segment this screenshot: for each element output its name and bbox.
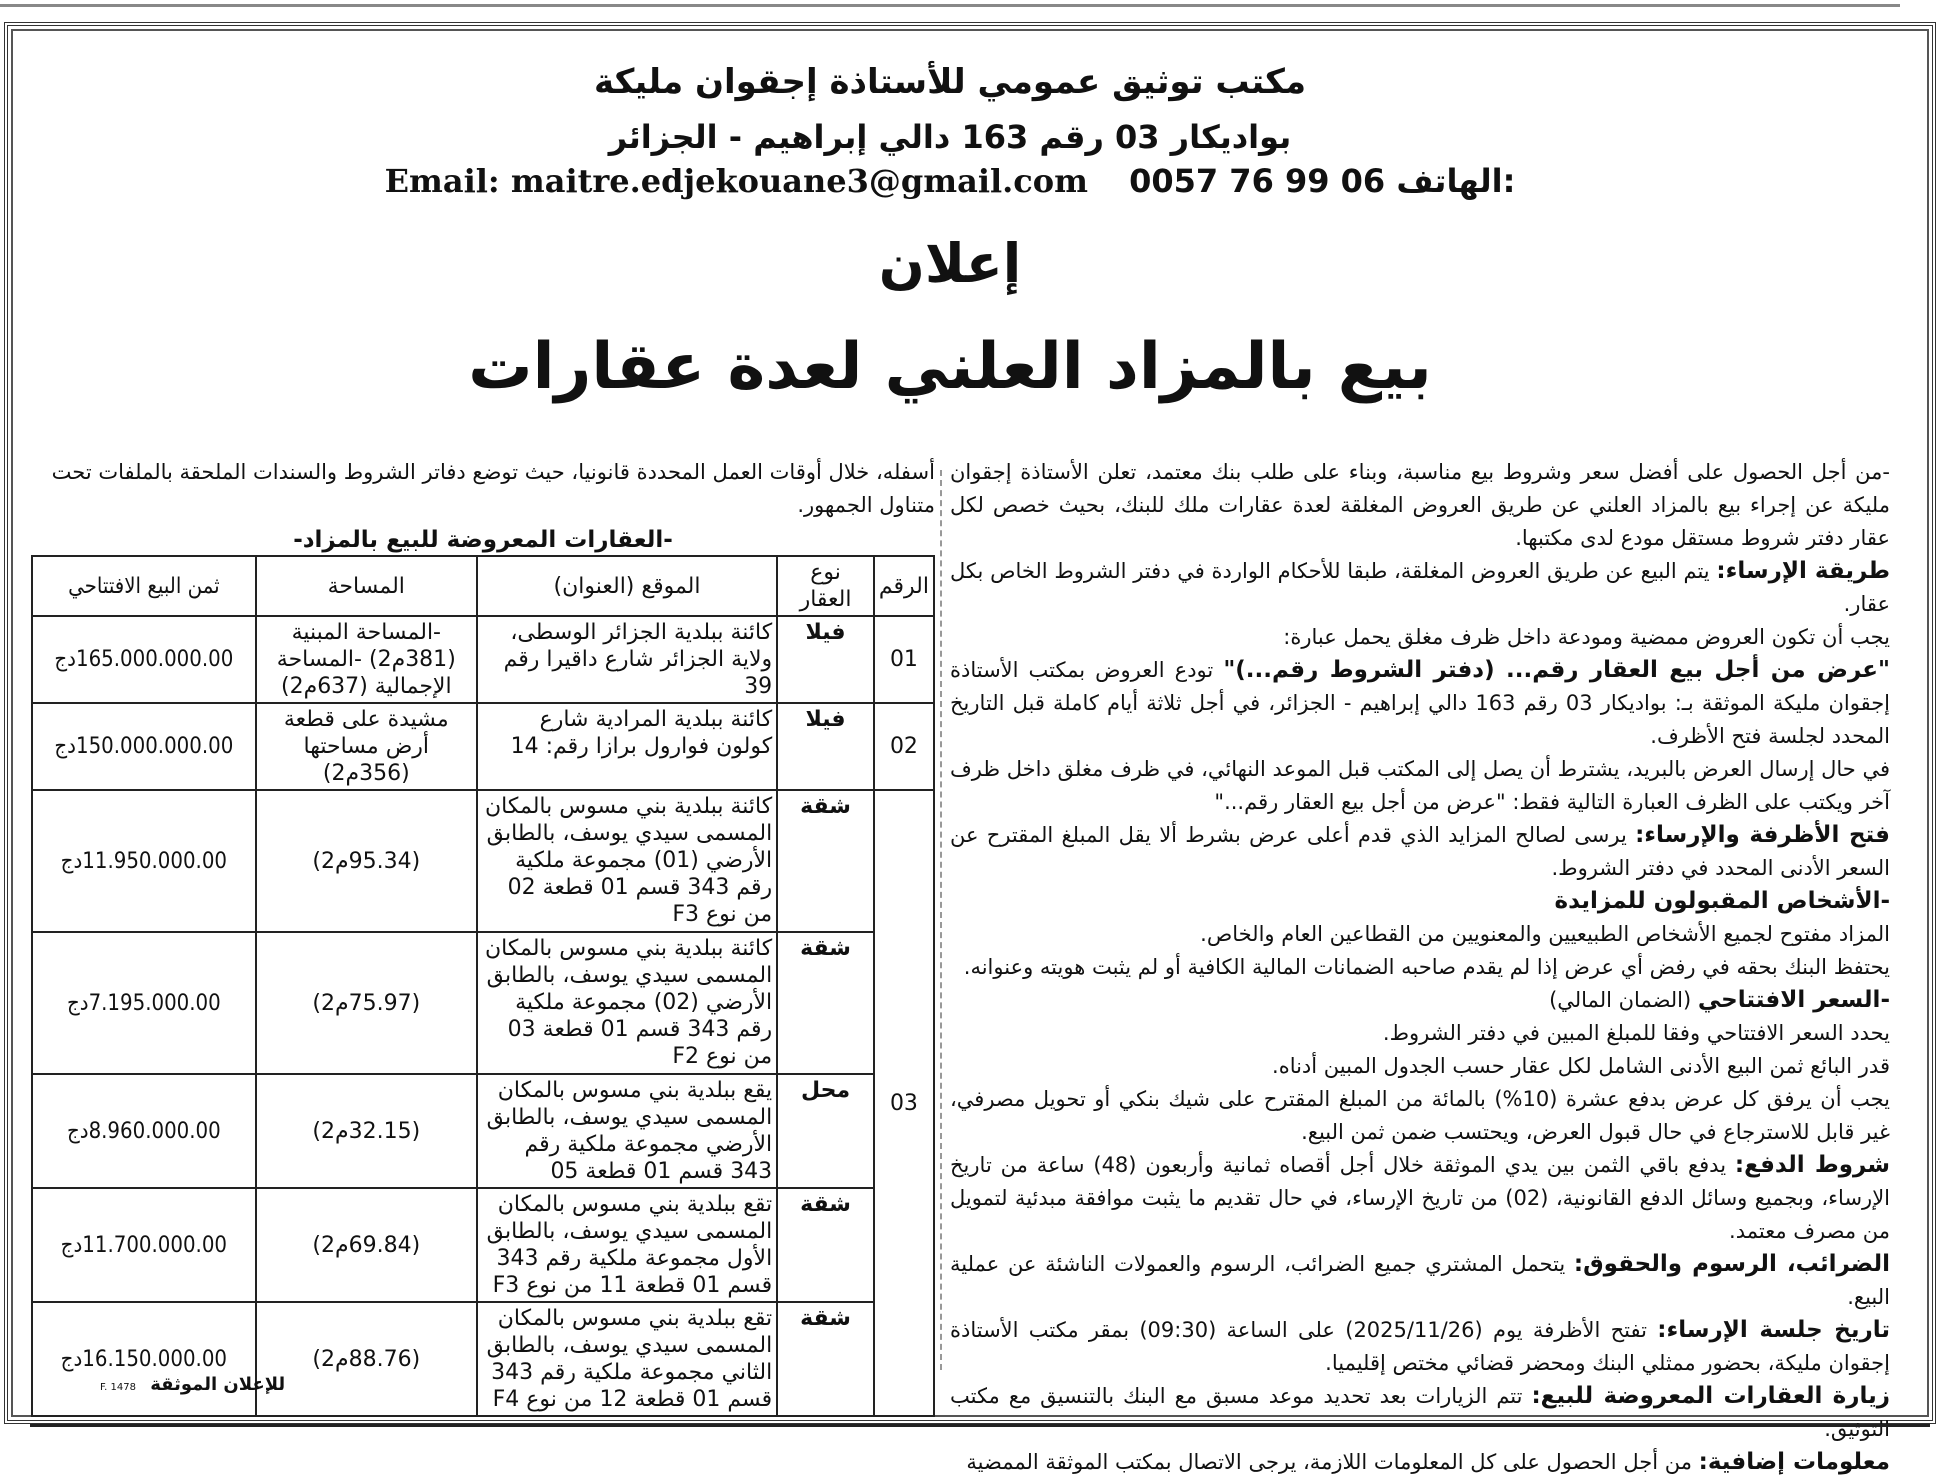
cell-area: (95.34م2)	[256, 790, 477, 932]
cell-price: 11.700.000.00دج	[32, 1188, 256, 1302]
body-paragraph	[950, 984, 1890, 1017]
body-paragraph	[950, 1017, 1890, 1050]
office-name: مكتب توثيق عمومي للأستاذة إجقوان مليكة	[593, 62, 1307, 102]
paragraph-lead: -الأشخاص المقبولون للمزايدة	[1554, 888, 1890, 914]
office-address: بواديكار 03 رقم 163 دالي إبراهيم - الجزائر	[608, 118, 1292, 156]
left-column	[31, 456, 935, 557]
footer	[100, 1374, 285, 1395]
cell-area: مشيدة على قطعة أرض مساحتها (356م2)	[256, 703, 477, 790]
paragraph-text: يجب أن يرفق كل عرض بدفع عشرة (10%) بالمائة من المبلغ المقترح على شيك بنكي أو تحويل مصرفي، غير قابل للاسترجاع في حال قبول العرض، ويحتسب ضمن ثمن البيع.	[950, 1087, 1890, 1144]
paragraph-text: يجب أن تكون العروض ممضية ومودعة داخل ظرف مغلق يحمل عبارة:	[1283, 625, 1890, 649]
cell-location: تقع ببلدية بني مسوس بالمكان المسمى سيدي يوسف، بالطابق الأول مجموعة ملكية رقم 343 قسم 01 قطعة 11 من نوع F3	[477, 1188, 777, 1302]
paragraph-lead: "عرض من أجل بيع العقار رقم... (دفتر الشروط رقم...)"	[1223, 657, 1890, 683]
body-paragraph	[950, 819, 1890, 885]
paragraph-lead: تاريخ جلسة الإرساء:	[1657, 1317, 1890, 1343]
paragraph-text: -من أجل الحصول على أفضل سعر وشروط بيع مناسبة، وبناء على طلب بنك معتمد، تعلن الأستاذة إجقوان مليكة عن إجراء بيع بالمزاد العلني عن طريق العروض المغلقة لعدة عقارات ملك للبنك، بحيث خصص لكل عقار دفتر شروط مستقل مودع لدى مكتبها.	[950, 460, 1890, 550]
announcement-body	[950, 456, 1891, 1475]
bottom-rule	[30, 1424, 1930, 1433]
body-paragraph	[950, 621, 1890, 654]
paragraph-text: يحتفظ البنك بحقه في رفض أي عرض إذا لم يقدم صاحبه الضمانات المالية الكافية أو لم يثبت هويته وعنوانه.	[963, 955, 1890, 979]
paragraph-lead: -السعر الافتتاحي	[1697, 987, 1890, 1013]
paragraph-text: تفتح الأظرفة يوم (2025/11/26) على الساعة (09:30) بمقر مكتب الأستاذة إجقوان مليكة، بحضور ممثلي البنك ومحضر قضائي مختص إقليميا.	[950, 1318, 1890, 1375]
cell-num: 02	[874, 703, 934, 790]
cell-type: محل	[777, 1074, 874, 1188]
cell-location: كائنة ببلدية بني مسوس بالمكان المسمى سيدي يوسف، بالطابق الأرضي (02) مجموعة ملكية رقم 343 قسم 01 قطعة 03 من نوع F2	[477, 932, 777, 1074]
table-row	[32, 1188, 934, 1302]
header-num: الرقم	[874, 556, 934, 616]
paragraph-lead: طريقة الإرساء:	[1716, 558, 1890, 584]
cell-price: 150.000.000.00دج	[32, 703, 256, 790]
cell-location: كائنة ببلدية المرادية شارع كولون فوارول برازا رقم: 14	[477, 703, 777, 790]
paragraph-text: يدفع باقي الثمن بين يدي الموثقة خلال أجل أقصاه ثمانية وأربعون (48) ساعة من تاريخ الإرساء، وبجميع وسائل الدفع القانونية، (02) من تاريخ الإرساء، في حال تقديم ما يثبت موافقة مبدئية لتمويل من مصرف معتمد.	[950, 1153, 1891, 1243]
footer-label: للإعلان الموثقة	[150, 1374, 286, 1395]
header-type: نوع العقار	[777, 556, 874, 616]
cell-price: 8.960.000.00دج	[32, 1074, 256, 1188]
email: Email: maitre.edjekouane3@gmail.com	[384, 162, 1088, 200]
cell-num: 03	[874, 790, 934, 1416]
table-row	[32, 703, 934, 790]
body-paragraph	[950, 1050, 1890, 1083]
contact-line	[300, 162, 1600, 200]
table-row	[32, 1074, 934, 1188]
body-paragraph	[950, 555, 1890, 621]
paragraph-text: قدر البائع ثمن البيع الأدنى الشامل لكل عقار حسب الجدول المبين أدناه.	[1272, 1054, 1890, 1078]
body-paragraph	[950, 1314, 1890, 1380]
cell-price: 16.150.000.00دج	[32, 1302, 256, 1416]
cell-price: 7.195.000.00دج	[32, 932, 256, 1074]
body-paragraph	[950, 456, 1890, 555]
cell-type: شقة	[777, 1302, 874, 1416]
cell-type: فيلا	[777, 703, 874, 790]
paragraph-text: من أجل الحصول على كل المعلومات اللازمة، يرجى الاتصال بمكتب الموثقة الممضية	[966, 1450, 1699, 1474]
cell-type: فيلا	[777, 616, 874, 703]
paragraph-lead: فتح الأظرفة والإرساء:	[1635, 822, 1890, 848]
body-paragraph	[950, 1248, 1890, 1314]
paragraph-lead: زيارة العقارات المعروضة للبيع:	[1531, 1383, 1890, 1409]
header-area: المساحة	[256, 556, 477, 616]
cell-price: 11.950.000.00دج	[32, 790, 256, 932]
table-row	[32, 932, 934, 1074]
cell-location: كائنة ببلدية بني مسوس بالمكان المسمى سيدي يوسف، بالطابق الأرضي (01) مجموعة ملكية رقم 343 قسم 01 قطعة 02 من نوع F3	[477, 790, 777, 932]
paragraph-text: المزاد مفتوح لجميع الأشخاص الطبيعيين والمعنويين من القطاعين العام والخاص.	[1200, 922, 1890, 946]
table-header-row	[32, 556, 934, 616]
body-paragraph	[950, 885, 1890, 918]
paragraph-text: يتم البيع عن طريق العروض المغلقة، طبقا للأحكام الواردة في دفتر الشروط الخاص بكل عقار.	[950, 559, 1890, 616]
paragraph-text: في حال إرسال العرض بالبريد، يشترط أن يصل إلى المكتب قبل الموعد النهائي، في ظرف مغلق داخل ظرف آخر ويكتب على الظرف العبارة التالية فقط: "عرض من أجل بيع العقار رقم..."	[950, 757, 1890, 814]
table-row	[32, 616, 934, 703]
cell-location: كائنة ببلدية الجزائر الوسطى، ولاية الجزائر شارع داقيرا رقم 39	[477, 616, 777, 703]
paragraph-text: يتحمل المشتري جميع الضرائب، الرسوم والعمولات الناشئة عن عملية البيع.	[950, 1252, 1890, 1309]
phone: 0057 76 99 06	[1129, 162, 1386, 200]
phone-label: الهاتف:	[1396, 162, 1516, 200]
cell-type: شقة	[777, 1188, 874, 1302]
cell-area: (69.84م2)	[256, 1188, 477, 1302]
paragraph-text: تتم الزيارات بعد تحديد موعد مسبق مع البنك بالتنسيق مع مكتب التوثيق.	[950, 1384, 1890, 1441]
footer-code: F. 1478	[100, 1382, 136, 1393]
body-paragraph	[950, 1149, 1890, 1248]
body-paragraph	[950, 753, 1890, 819]
cell-area: (88.76م2)	[256, 1302, 477, 1416]
body-paragraph	[950, 918, 1890, 951]
paragraph-lead: معلومات إضافية:	[1698, 1449, 1890, 1475]
body-paragraph	[950, 1380, 1890, 1446]
header-price: ثمن البيع الافتتاحي	[32, 556, 256, 616]
announcement-title: إعلان	[878, 232, 1022, 295]
body-paragraph	[950, 654, 1890, 753]
properties-table	[31, 555, 935, 1417]
table-row	[32, 1302, 934, 1416]
cell-area: -المساحة المبنية (381م2) -المساحة الإجمالية (637م2)	[256, 616, 477, 703]
cell-location: تقع ببلدية بني مسوس بالمكان المسمى سيدي يوسف، بالطابق الثاني مجموعة ملكية رقم 343 قسم 01 قطعة 12 من نوع F4	[477, 1302, 777, 1416]
body-paragraph	[950, 951, 1890, 984]
paragraph-text: يحدد السعر الافتتاحي وفقا للمبلغ المبين في دفتر الشروط.	[1382, 1021, 1890, 1045]
cell-type: شقة	[777, 932, 874, 1074]
cell-type: شقة	[777, 790, 874, 932]
column-divider	[940, 470, 942, 1370]
announcement-subtitle: بيع بالمزاد العلني لعدة عقارات	[468, 330, 1432, 404]
cell-price: 165.000.000.00دج	[32, 616, 256, 703]
body-paragraph	[950, 1446, 1890, 1479]
cell-area: (32.15م2)	[256, 1074, 477, 1188]
paragraph-lead: الضرائب، الرسوم والحقوق:	[1573, 1251, 1890, 1277]
header-location: الموقع (العنوان)	[477, 556, 777, 616]
paragraph-text: (الضمان المالي)	[1549, 988, 1698, 1012]
top-rule	[0, 4, 1900, 7]
table-title: -العقارات المعروضة للبيع بالمزاد-	[293, 527, 673, 553]
table-row	[32, 790, 934, 932]
paragraph-text: يرسى لصالح المزايد الذي قدم أعلى عرض بشرط ألا يقل المبلغ المقترح عن السعر الأدنى المحدد في دفتر الشروط.	[950, 823, 1890, 880]
paragraph-lead: شروط الدفع:	[1734, 1152, 1890, 1178]
cell-area: (75.97م2)	[256, 932, 477, 1074]
cell-num: 01	[874, 616, 934, 703]
body-continuation: أسفله، خلال أوقات العمل المحددة قانونيا، حيث توضع دفاتر الشروط والسندات الملحقة بالملفات تحت متناول الجمهور.	[51, 460, 935, 517]
paragraph-text: تودع العروض بمكتب الأستاذة إجقوان مليكة الموثقة بـ: بواديكار 03 رقم 163 دالي إبراهيم - الجزائر، في أجل ثلاثة أيام كاملة قبل التاريخ المحدد لجلسة فتح الأظرف.	[950, 658, 1891, 748]
cell-location: يقع ببلدية بني مسوس بالمكان المسمى سيدي يوسف، بالطابق الأرضي مجموعة ملكية رقم 343 قسم 01 قطعة 05	[477, 1074, 777, 1188]
body-paragraph	[950, 1083, 1890, 1149]
